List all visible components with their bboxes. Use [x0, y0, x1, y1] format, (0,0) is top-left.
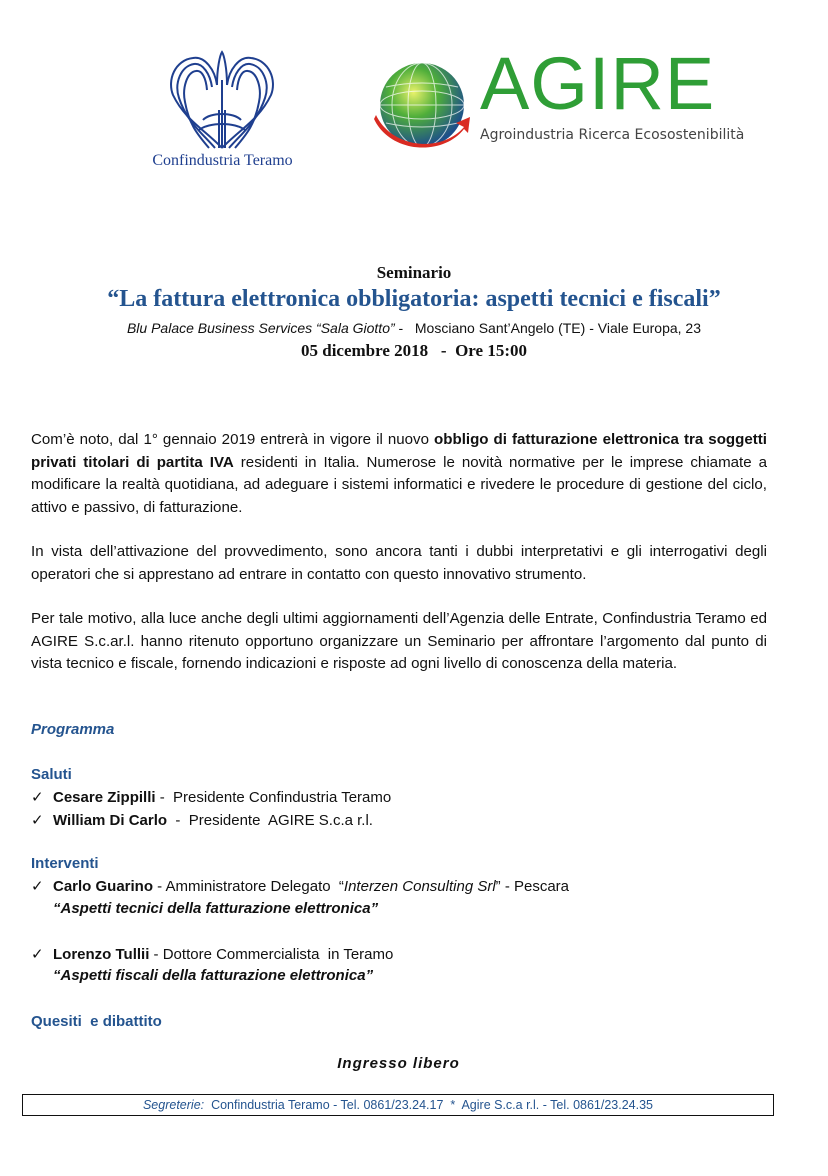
confindustria-logo-text: Confindustria Teramo — [152, 152, 293, 169]
intro-text-a: Com’è noto, dal 1° gennaio 2019 entrerà in vigore il nuovo — [31, 431, 435, 448]
speaker-role: - Amministratore Delegato “ — [153, 878, 344, 895]
speaker-name: Cesare Zippilli — [53, 789, 156, 806]
venue-separator: - — [394, 320, 415, 336]
speaker-name: Carlo Guarino — [53, 878, 154, 895]
saluti-heading: Saluti — [31, 766, 72, 783]
speaker-name: William Di Carlo — [53, 812, 168, 829]
checkmark-icon: ✓ — [31, 812, 44, 829]
globe-icon — [372, 57, 472, 157]
list-item — [31, 944, 393, 967]
seminar-label: Seminario — [376, 263, 452, 282]
quesiti-heading: Quesiti e dibattito — [31, 1013, 162, 1030]
footer-label: Segreterie: — [142, 1098, 205, 1112]
speaker-role: - Presidente AGIRE S.c.a r.l. — [167, 812, 373, 829]
purpose-paragraph: Per tale motivo, alla luce anche degli ultimi aggiornamenti dell’Agenzia delle Entrate, Confindustria Teramo ed AGIRE S.c.ar.l. hanno ritenuto opportuno organizzare un Seminario per affrontare l’argomento dal punto di vista tecnico e fiscale, fornendo indicazioni e risposte ad ogni livello di conoscenza della materia. — [31, 610, 767, 672]
speaker-company: Interzen Consulting Srl — [343, 878, 496, 895]
checkmark-icon: ✓ — [31, 789, 44, 806]
interventi-heading: Interventi — [31, 855, 99, 872]
list-item — [31, 876, 569, 899]
intro-paragraph — [31, 429, 767, 519]
venue-line — [0, 320, 828, 336]
checkmark-icon: ✓ — [31, 878, 44, 895]
footer-text: Confindustria Teramo - Tel. 0861/23.24.17 * Agire S.c.a r.l. - Tel. 0861/23.24.35 — [204, 1098, 654, 1112]
venue-place: Blu Palace Business Services “Sala Giotto” — [126, 320, 395, 336]
checkmark-icon: ✓ — [31, 946, 44, 963]
list-item — [31, 787, 391, 810]
event-date: 05 dicembre 2018 - Ore 15:00 — [301, 341, 527, 360]
agire-wordmark: AGIRE — [480, 42, 716, 125]
intro-text-c: residenti in Italia. Numerose le novità normative per le imprese chiamate a modificare la realtà quotidiana, ad adeguare i sistemi informatici e rivedere le procedure di gestione del ciclo, attivo e passivo, di fatturazione. — [31, 453, 767, 516]
intro-highlight: obbligo di fatturazione elettronica tra soggetti privati titolari di partita IVA — [31, 431, 767, 471]
free-entry-note: Ingresso libero — [337, 1055, 460, 1072]
speaker-role: - Presidente Confindustria Teramo — [155, 789, 392, 806]
programma-heading: Programma — [31, 721, 115, 738]
seminar-title: “La fattura elettronica obbligatoria: aspetti tecnici e fiscali” — [107, 286, 721, 312]
talk-title: “Aspetti fiscali della fatturazione elettronica” — [53, 967, 374, 984]
footer-contacts — [22, 1094, 774, 1116]
speaker-role: - Dottore Commercialista in Teramo — [149, 946, 394, 963]
confindustria-logo — [130, 50, 315, 180]
context-paragraph: In vista dell’attivazione del provvedimento, sono ancora tanti i dubbi interpretativi e gli interrogativi degli operatori che si apprestano ad entrare in contatto con questo innovativo strumento. — [31, 543, 767, 583]
talk-title: “Aspetti tecnici della fatturazione elettronica” — [53, 900, 379, 917]
confindustria-emblem-icon — [165, 50, 280, 150]
speaker-role-end: ” - Pescara — [495, 878, 570, 895]
venue-address: Mosciano Sant’Angelo (TE) - Viale Europa, 23 — [414, 320, 702, 336]
agire-tagline: Agroindustria Ricerca Ecosostenibilità — [480, 127, 745, 143]
agire-logo — [372, 42, 752, 165]
list-item — [31, 810, 373, 833]
speaker-name: Lorenzo Tullii — [53, 946, 150, 963]
